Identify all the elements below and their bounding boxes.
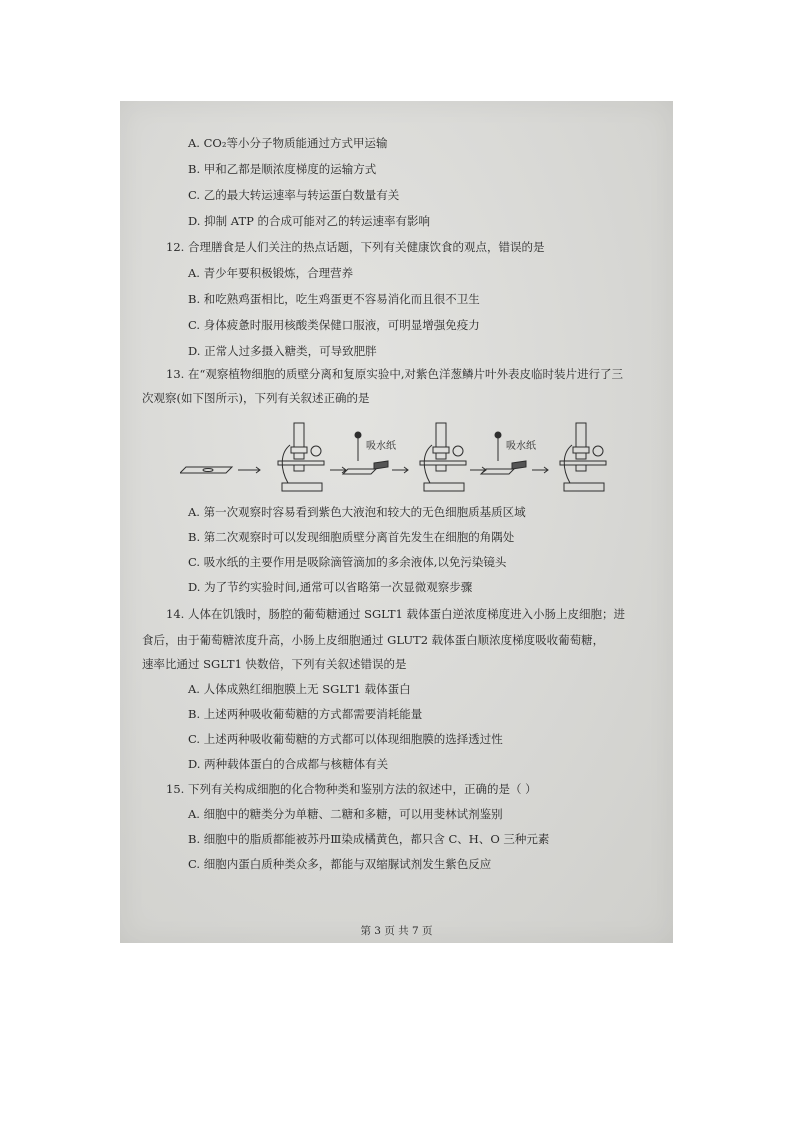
- q14-stem-line1: 14. 人体在饥饿时，肠腔的葡萄糖通过 SGLT1 载体蛋白逆浓度梯度进入小肠上皮细胞；进: [166, 607, 626, 621]
- absorbent-paper-label-1: 吸水纸: [366, 441, 396, 452]
- q11-option-d: D. 抑制 ATP 的合成可能对乙的转运速率有影响: [188, 214, 431, 228]
- q11-option-c: C. 乙的最大转运速率与转运蛋白数量有关: [188, 188, 400, 202]
- q15-option-c: C. 细胞内蛋白质种类众多，都能与双缩脲试剂发生紫色反应: [188, 857, 492, 871]
- exam-page: [120, 101, 673, 943]
- q13-stem-line2: 次观察(如下图所示)，下列有关叙述正确的是: [142, 391, 370, 405]
- microscope-icon: [420, 423, 466, 491]
- q14-option-b: B. 上述两种吸收葡萄糖的方式都需要消耗能量: [188, 707, 423, 721]
- q13-option-a: A. 第一次观察时容易看到紫色大液泡和较大的无色细胞质基质区域: [188, 505, 526, 519]
- microscope-icon: [560, 423, 606, 491]
- q12-option-b: B. 和吃熟鸡蛋相比，吃生鸡蛋更不容易消化而且很不卫生: [188, 292, 480, 306]
- q12-option-c: C. 身体疲惫时服用核酸类保健口服液，可明显增强免疫力: [188, 318, 480, 332]
- q13-option-c: C. 吸水纸的主要作用是吸除滴管滴加的多余液体,以免污染镜头: [188, 555, 507, 569]
- page-number: 第 3 页 共 7 页: [360, 925, 433, 937]
- microscope-diagram: [180, 417, 620, 495]
- q14-option-c: C. 上述两种吸收葡萄糖的方式都可以体现细胞膜的选择透过性: [188, 732, 503, 746]
- q13-option-b: B. 第二次观察时可以发现细胞质壁分离首先发生在细胞的角隅处: [188, 530, 515, 544]
- microscope-icon: [278, 423, 324, 491]
- q14-stem-line2: 食后，由于葡萄糖浓度升高，小肠上皮细胞通过 GLUT2 载体蛋白顺浓度梯度吸收葡萄糖，: [142, 633, 605, 647]
- q15-option-a: A. 细胞中的糖类分为单糖、二糖和多糖，可以用斐林试剂鉴别: [188, 807, 503, 821]
- q14-stem-line3: 速率比通过 SGLT1 快数倍，下列有关叙述错误的是: [142, 657, 407, 671]
- q13-stem-line1: 13. 在“观察植物细胞的质壁分离和复原实验中,对紫色洋葱鳞片叶外表皮临时装片进行了三: [166, 367, 623, 381]
- q15-option-b: B. 细胞中的脂质都能被苏丹Ⅲ染成橘黄色，都只含 C、H、O 三种元素: [188, 832, 550, 846]
- slide-icon: [180, 467, 232, 473]
- q12-option-a: A. 青少年要积极锻炼，合理营养: [188, 266, 354, 280]
- q13-option-d: D. 为了节约实验时间,通常可以省略第一次显微观察步骤: [188, 580, 473, 594]
- q11-option-a: A. CO₂等小分子物质能通过方式甲运输: [188, 136, 388, 150]
- absorbent-paper-label-2: 吸水纸: [506, 441, 536, 452]
- q15-stem: 15. 下列有关构成细胞的化合物种类和鉴别方法的叙述中，正确的是（ ）: [166, 782, 537, 796]
- q14-option-a: A. 人体成熟红细胞膜上无 SGLT1 载体蛋白: [188, 682, 411, 696]
- q14-option-d: D. 两种载体蛋白的合成都与核糖体有关: [188, 757, 389, 771]
- q12-stem: 12. 合理膳食是人们关注的热点话题，下列有关健康饮食的观点，错误的是: [166, 240, 545, 254]
- q12-option-d: D. 正常人过多摄入糖类，可导致肥胖: [188, 344, 377, 358]
- q11-option-b: B. 甲和乙都是顺浓度梯度的运输方式: [188, 162, 377, 176]
